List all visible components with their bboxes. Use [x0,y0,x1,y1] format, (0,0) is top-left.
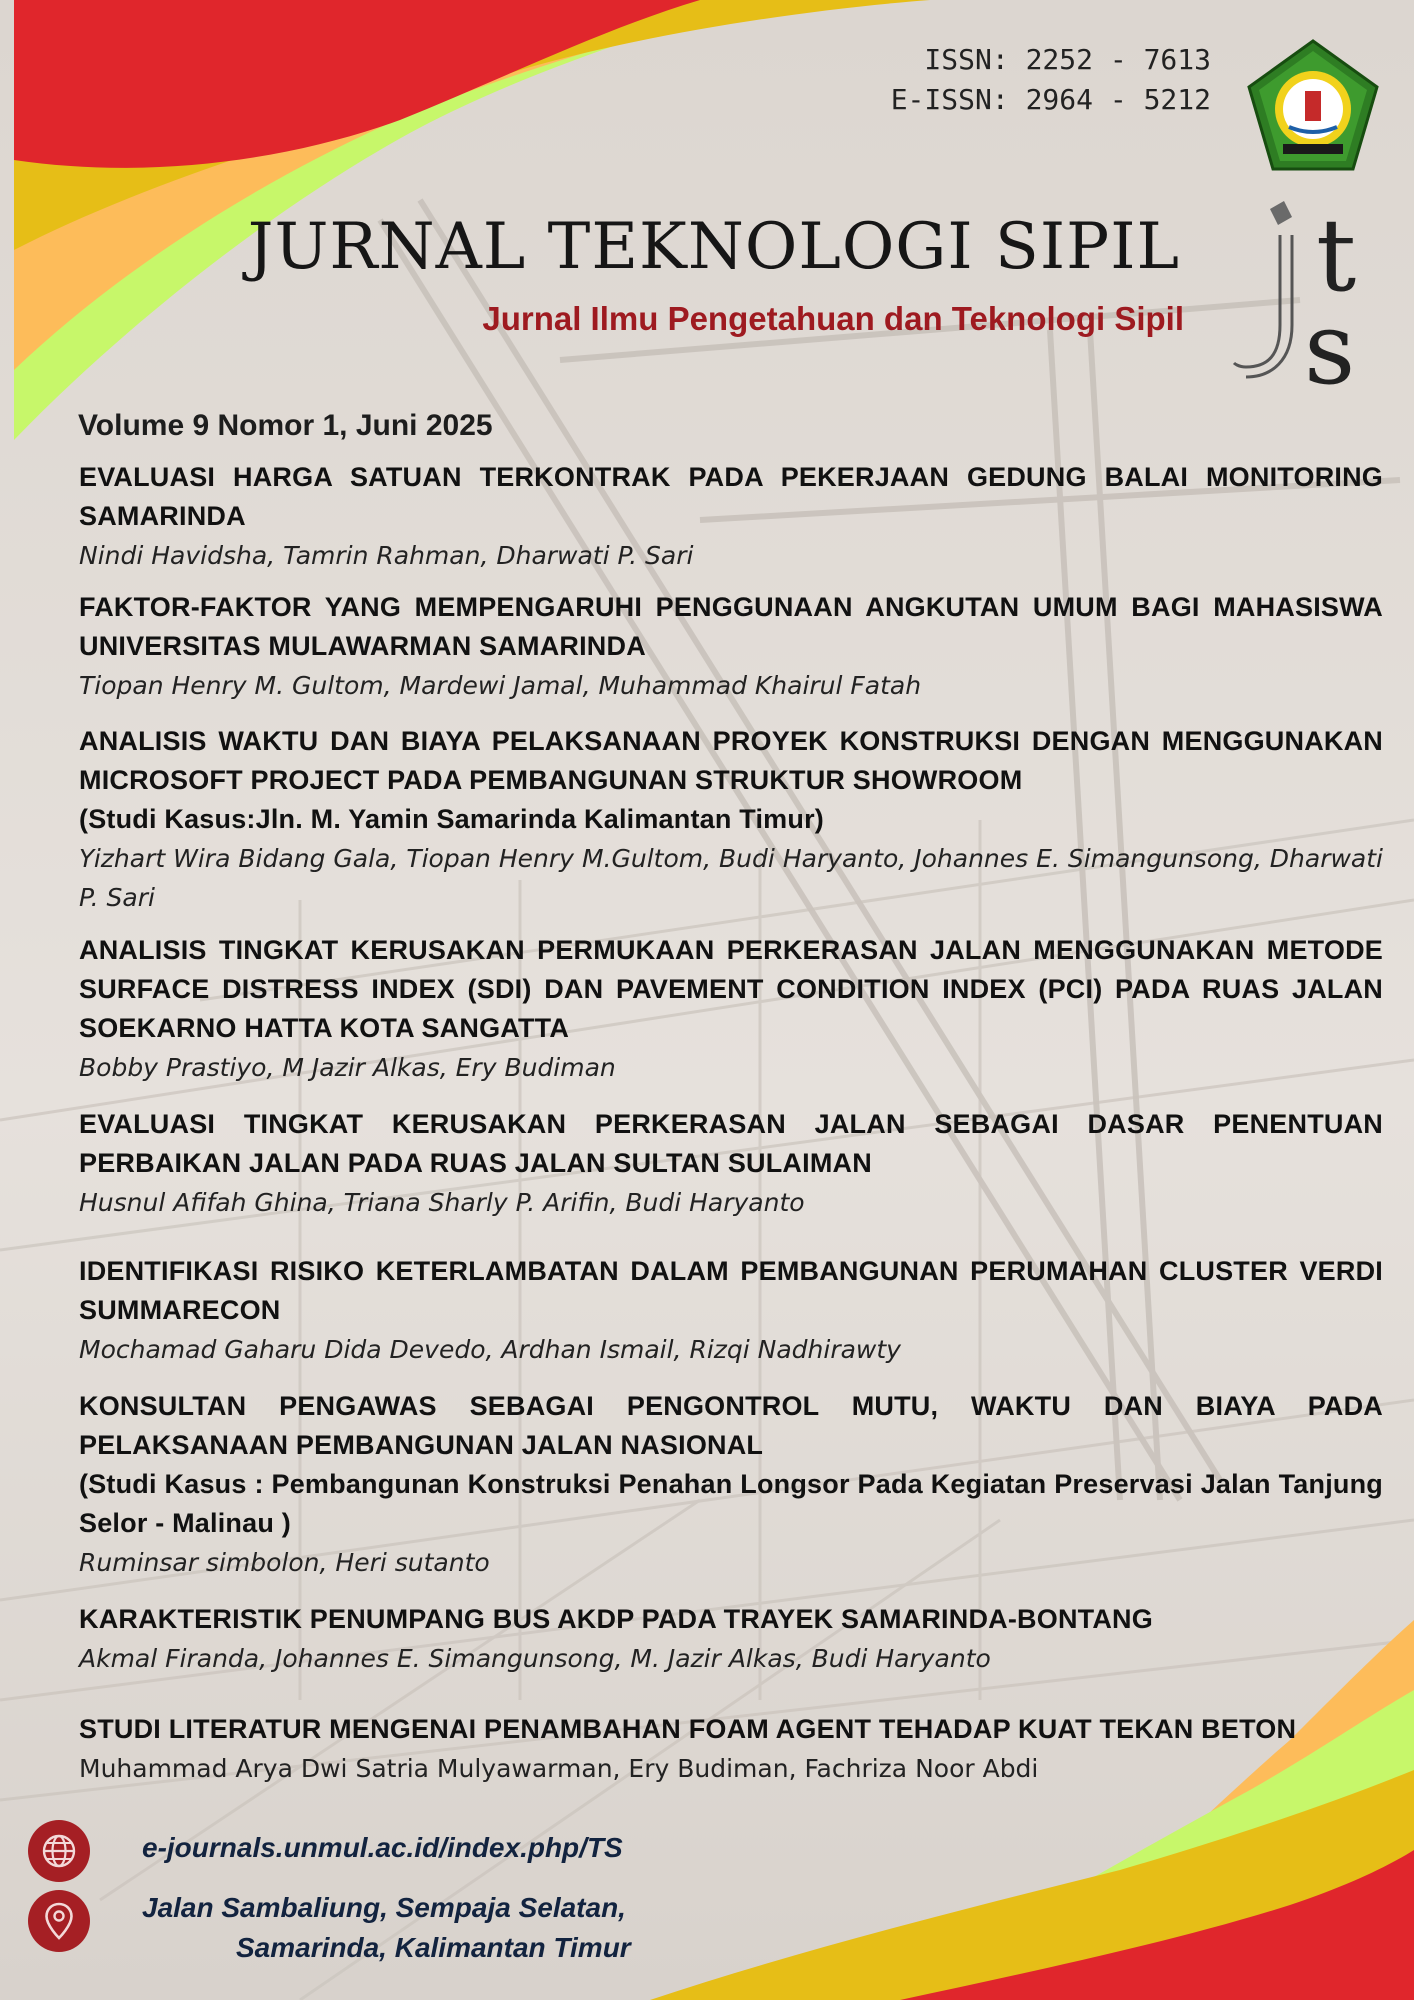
article-item [79,588,1383,705]
address-line-1: Jalan Sambaliung, Sempaja Selatan, [142,1892,626,1923]
article-authors: Yizhart Wira Bidang Gala, Tiopan Henry M.Gultom, Budi Haryanto, Johannes E. Simangunsong, Dharwati P. Sari [79,844,1383,912]
article-authors: Nindi Havidsha, Tamrin Rahman, Dharwati P. Sari [79,541,694,570]
footer-address [28,1890,631,1968]
article-case-study: (Studi Kasus : Pembangunan Konstruksi Penahan Longsor Pada Kegiatan Preservasi Jalan Tanjung Selor - Malinau ) [79,1469,1383,1538]
location-pin-icon [28,1890,90,1952]
svg-text:t: t [1316,197,1357,314]
article-title: ANALISIS WAKTU DAN BIAYA PELAKSANAAN PROYEK KONSTRUKSI DENGAN MENGGUNAKAN MICROSOFT PROJECT PADA PEMBANGUNAN STRUKTUR SHOWROOM [79,726,1383,795]
university-seal-logo [1243,37,1383,175]
globe-icon [28,1820,90,1882]
article-authors: Akmal Firanda, Johannes E. Simangunsong, M. Jazir Alkas, Budi Haryanto [79,1644,991,1673]
article-title: KARAKTERISTIK PENUMPANG BUS AKDP PADA TRAYEK SAMARINDA-BONTANG [79,1604,1153,1634]
article-title: IDENTIFIKASI RISIKO KETERLAMBATAN DALAM PEMBANGUNAN PERUMAHAN CLUSTER VERDI SUMMARECON [79,1256,1383,1325]
article-authors: Mochamad Gaharu Dida Devedo, Ardhan Ismail, Rizqi Nadhirawty [79,1335,901,1364]
article-title: EVALUASI HARGA SATUAN TERKONTRAK PADA PEKERJAAN GEDUNG BALAI MONITORING SAMARINDA [79,462,1383,531]
article-title: EVALUASI TINGKAT KERUSAKAN PERKERASAN JALAN SEBAGAI DASAR PENENTUAN PERBAIKAN JALAN PADA RUAS JALAN SULTAN SULAIMAN [79,1109,1383,1178]
article-title: STUDI LITERATUR MENGENAI PENAMBAHAN FOAM AGENT TEHADAP KUAT TEKAN BETON [79,1714,1297,1744]
article-item [79,1252,1383,1369]
article-authors: Bobby Prastiyo, M Jazir Alkas, Ery Budiman [79,1053,616,1082]
article-authors: Muhammad Arya Dwi Satria Mulyawarman, Ery Budiman, Fachriza Noor Abdi [79,1754,1039,1783]
jts-monogram-logo [1232,195,1382,390]
address-line-2: Samarinda, Kalimantan Timur [236,1932,631,1963]
article-title: ANALISIS TINGKAT KERUSAKAN PERMUKAAN PERKERASAN JALAN MENGGUNAKAN METODE SURFACE DISTRESS INDEX (SDI) DAN PAVEMENT CONDITION INDEX (PCI) PADA RUAS JALAN SOEKARNO HATTA KOTA SANGATTA [79,935,1383,1043]
footer-website[interactable] [28,1820,623,1882]
article-item [79,722,1383,917]
eissn-number: E-ISSN: 2964 - 5212 [890,83,1211,116]
article-item [79,1710,1383,1788]
article-authors: Tiopan Henry M. Gultom, Mardewi Jamal, Muhammad Khairul Fatah [79,671,922,700]
article-item [79,1105,1383,1222]
article-item [79,458,1383,575]
article-item [79,1600,1383,1678]
issn-block [891,40,1211,120]
journal-subtitle: Jurnal Ilmu Pengetahuan dan Teknologi Sipil [482,300,1184,337]
article-item [79,931,1383,1087]
article-authors: Ruminsar simbolon, Heri sutanto [79,1548,490,1577]
article-title: KONSULTAN PENGAWAS SEBAGAI PENGONTROL MUTU, WAKTU DAN BIAYA PADA PELAKSANAAN PEMBANGUNAN JALAN NASIONAL [79,1391,1383,1460]
article-case-study: (Studi Kasus:Jln. M. Yamin Samarinda Kalimantan Timur) [79,804,824,834]
article-title: FAKTOR-FAKTOR YANG MEMPENGARUHI PENGGUNAAN ANGKUTAN UMUM BAGI MAHASISWA UNIVERSITAS MULAWARMAN SAMARINDA [79,592,1383,661]
issn-number: ISSN: 2252 - 7613 [924,43,1211,76]
journal-title: JURNAL TEKNOLOGI SIPIL [247,210,1180,284]
article-authors: Husnul Afifah Ghina, Triana Sharly P. Arifin, Budi Haryanto [79,1188,805,1217]
article-item [79,1387,1383,1582]
website-link[interactable]: e-journals.unmul.ac.id/index.php/TS [142,1832,623,1863]
svg-text:s: s [1304,290,1356,390]
address-text [142,1888,631,1968]
volume-issue-label: Volume 9 Nomor 1, Juni 2025 [78,409,493,442]
